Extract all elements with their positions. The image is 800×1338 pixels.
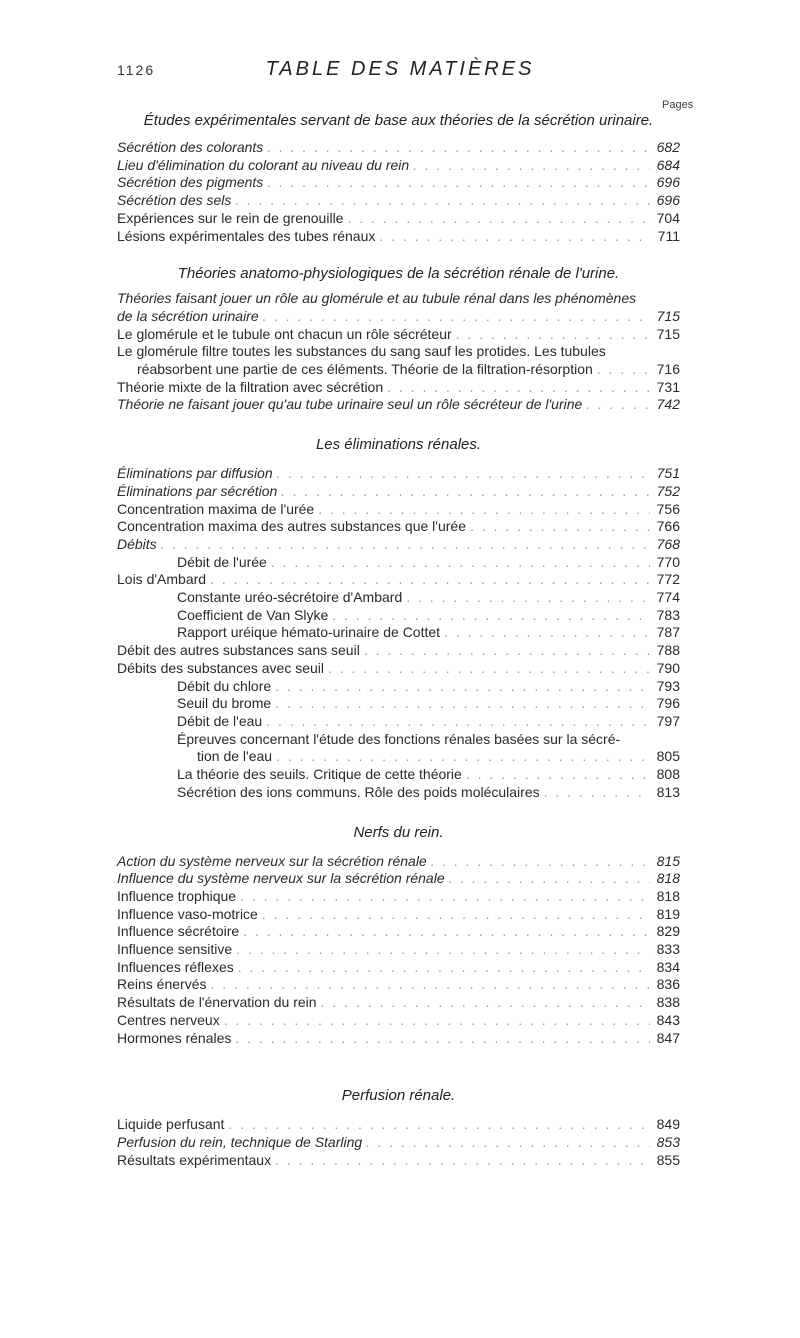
entry-text: Résultats de l'énervation du rein [117,994,317,1011]
entry-page: 731 [656,378,680,395]
entry-text: Influence sensitive [117,941,233,958]
entry-text: Liquide perfusant [117,1116,225,1133]
entry-text-line: Le glomérule filtre toutes les substances du sang sauf les protides. Les tubules [117,343,606,360]
dot-leader [321,994,650,1012]
entry-text: Sécrétion des pigments [117,174,264,191]
toc-section [117,824,680,1048]
dot-leader [276,748,650,766]
entry-text: Concentration maxima de l'urée [117,500,315,517]
entry-text: Sécrétion des sels [117,192,232,209]
entry-text: Influence vaso-motrice [117,905,258,922]
toc-entry [117,678,680,696]
toc-entry [117,976,680,994]
entry-text: tion de l'eau [197,748,273,765]
section-title: Perfusion rénale. [341,1087,456,1105]
entry-text: Débit de l'eau [177,712,263,729]
entry-text: Centres nerveux [117,1011,220,1028]
toc-entry [117,784,680,802]
toc-entry [117,766,680,784]
dot-leader [243,923,650,941]
entry-text: Lieu d'élimination du colorant au niveau du rein [117,156,410,173]
entry-text: Seuil du brome [177,695,272,712]
entry-text: Reins énervés [117,976,207,993]
toc-entry [117,888,680,906]
entry-page: 853 [656,1133,680,1150]
section-title: Les éliminations rénales. [315,436,482,454]
entry-text: Action du système nerveux sur la sécrétion rénale [117,852,427,869]
toc-entry [117,994,680,1012]
dot-leader [466,766,650,784]
section-title: Théories anatomo-physiologiques de la sécrétion rénale de l'urine. [177,265,620,283]
section-title: Études expérimentales servant de base aux théories de la sécrétion urinaire. [143,112,654,129]
toc-section [117,436,680,801]
page-number: 1126 [117,62,156,78]
dot-leader [456,326,650,344]
entry-page: 772 [656,571,680,588]
entry-text: Débit des autres substances sans seuil [117,642,360,659]
entry-text: Lésions expérimentales des tubes rénaux [117,227,376,244]
toc-entry [117,959,680,977]
toc-entry [117,695,680,713]
dot-leader [210,571,650,589]
toc-entry [117,361,680,379]
toc-entry [117,1012,680,1030]
dot-leader [161,536,650,554]
entry-text: Éliminations par diffusion [117,465,273,482]
dot-leader [328,660,650,678]
dot-leader [597,361,650,379]
toc-section [117,265,680,414]
entry-page: 836 [656,976,680,993]
entry-page: 808 [656,766,680,783]
toc-entry [117,326,680,344]
dot-leader [586,396,650,414]
toc-entry [117,624,680,642]
entry-page: 742 [656,396,680,413]
dot-leader [267,174,650,192]
toc-entry [117,139,680,157]
entry-page: 793 [656,677,680,694]
entry-page: 819 [656,905,680,922]
entry-page: 715 [656,325,680,342]
toc-entry [117,396,680,414]
dot-leader [332,607,650,625]
entry-text: Débits des substances avec seuil [117,659,324,676]
entry-page: 766 [656,518,680,535]
dot-leader [544,784,650,802]
entry-page: 783 [656,606,680,623]
running-title: TABLE DES MATIÈRES [265,58,535,80]
entry-text: Rapport uréique hémato-urinaire de Cottet [177,624,441,641]
entry-page: 768 [656,535,680,552]
toc-section [117,1087,680,1169]
dot-leader [240,888,650,906]
toc-entry [117,554,680,572]
entry-text: Hormones rénales [117,1029,232,1046]
dot-leader [211,976,651,994]
toc-entry [117,748,680,766]
entry-text: Concentration maxima des autres substances que l'urée [117,518,466,535]
entry-text: Sécrétion des colorants [117,139,264,155]
entry-text: Perfusion du rein, technique de Starling [117,1133,363,1150]
entry-page: 790 [656,659,680,676]
dot-leader [379,228,650,246]
entry-page: 770 [656,553,680,570]
entry-text: Expériences sur le rein de grenouille [117,209,344,226]
entry-page: 834 [656,958,680,975]
dot-leader [238,959,650,977]
entry-page: 752 [656,482,680,499]
toc-entry [117,465,680,483]
dot-leader [281,483,650,501]
entry-page: 696 [656,192,680,209]
dot-leader [262,906,650,924]
toc-entry [117,501,680,519]
toc-entry [117,536,680,554]
entry-text: La théorie des seuils. Critique de cette théorie [177,766,462,783]
toc-entry [117,853,680,871]
entry-text: Influence trophique [117,887,237,904]
entry-page: 716 [656,361,680,378]
toc-entry [117,210,680,228]
toc-entry [117,923,680,941]
entry-text: Influence du système nerveux sur la sécrétion rénale [117,870,445,887]
dot-leader [275,678,650,696]
entry-page: 684 [656,156,680,173]
dot-leader [267,139,650,157]
entry-text: Coefficient de Van Slyke [177,606,329,623]
toc-entry [117,228,680,246]
entry-page: 788 [656,642,680,659]
entry-text: Le glomérule et le tubule ont chacun un rôle sécréteur [117,325,452,342]
entry-text: Influences réflexes [117,958,234,975]
entry-text: Théorie mixte de la filtration avec sécrétion [117,378,384,395]
entry-page: 696 [656,174,680,191]
dot-leader [406,589,650,607]
entry-page: 818 [656,887,680,904]
entry-text: Sécrétion des ions communs. Rôle des poids moléculaires [177,783,540,800]
entry-page: 682 [656,139,680,155]
toc-entry [117,174,680,192]
dot-leader [277,465,650,483]
toc-entry [117,713,680,731]
entry-page: 818 [656,870,680,887]
dot-leader [431,853,650,871]
toc-entry [117,1116,680,1134]
entry-text: Débit du chlore [177,677,272,694]
entry-page: 774 [656,589,680,606]
toc-entry [117,642,680,660]
pages-column-label: Pages [662,99,694,111]
entry-page: 796 [656,695,680,712]
table-of-contents [117,108,680,1169]
dot-leader [366,1134,650,1152]
dot-leader [235,192,650,210]
entry-text: Éliminations par sécrétion [117,482,278,499]
toc-entry [117,906,680,924]
entry-page: 838 [656,994,680,1011]
toc-entry [117,589,680,607]
dot-leader [413,157,650,175]
toc-entry [117,518,680,536]
page-header [0,58,800,86]
entry-page: 829 [656,923,680,940]
dot-leader [364,642,650,660]
dot-leader [224,1012,650,1030]
entry-text: Débit de l'urée [177,553,267,570]
toc-entry [117,941,680,959]
entry-text: Lois d'Ambard [117,571,207,588]
entry-page: 833 [656,941,680,958]
entry-text: réabsorbent une partie de ces éléments. Théorie de la filtration-résorption [137,361,593,378]
entry-page: 843 [656,1011,680,1028]
toc-entry [117,571,680,589]
toc-entry [117,379,680,397]
entry-text: Influence sécrétoire [117,923,240,940]
entry-page: 756 [656,500,680,517]
dot-leader [444,624,650,642]
entry-text: Résultats expérimentaux [117,1151,272,1168]
dot-leader [235,1030,650,1048]
entry-text: Théorie ne faisant jouer qu'au tube urinaire seul un rôle sécréteur de l'urine [117,396,583,413]
dot-leader [275,695,650,713]
entry-page: 787 [656,624,680,641]
toc-entry [117,157,680,175]
dot-leader [347,210,650,228]
entry-text: Débits [117,535,157,552]
entry-text-line: Théories faisant jouer un rôle au glomérule et au tubule rénal dans les phénomènes [117,290,637,307]
entry-text: de la sécrétion urinaire [117,307,259,324]
dot-leader [228,1116,650,1134]
entry-page: 849 [656,1116,680,1133]
dot-leader [318,501,650,519]
dot-leader [263,308,650,326]
entry-page: 813 [656,783,680,800]
toc-entry [117,308,680,326]
entry-page: 715 [656,307,680,324]
toc-entry [117,660,680,678]
toc-entry [117,1030,680,1048]
entry-page: 711 [657,227,680,244]
entry-text-line: Épreuves concernant l'étude des fonctions rénales basées sur la sécré- [177,730,621,747]
toc-entry [117,192,680,210]
entry-text: Constante uréo-sécrétoire d'Ambard [177,589,403,606]
section-title: Nerfs du rein. [353,823,444,841]
dot-leader [387,379,650,397]
dot-leader [266,713,650,731]
entry-page: 805 [656,748,680,765]
toc-entry [117,1134,680,1152]
toc-entry [117,607,680,625]
entry-page: 797 [656,712,680,729]
dot-leader [236,941,650,959]
toc-entry [117,1152,680,1170]
entry-page: 751 [656,465,680,482]
toc-entry [117,483,680,501]
toc-entry [117,870,680,888]
dot-leader [449,870,650,888]
entry-page: 855 [656,1151,680,1168]
toc-section [117,112,680,245]
dot-leader [470,518,650,536]
dot-leader [275,1152,650,1170]
entry-page: 704 [656,209,680,226]
entry-page: 815 [656,852,680,869]
dot-leader [271,554,650,572]
entry-page: 847 [656,1029,680,1046]
